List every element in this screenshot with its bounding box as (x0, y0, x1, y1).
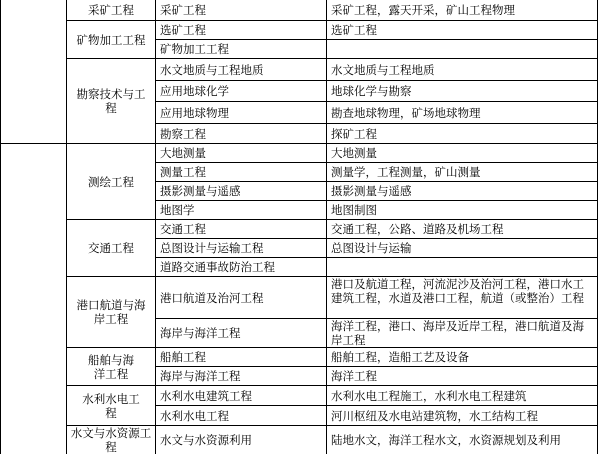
sub-cell: 选矿工程 (160, 23, 206, 37)
desc-cell: 选矿工程 (331, 23, 377, 37)
desc-cell: 交通工程，公路、道路及机场工程 (331, 222, 504, 236)
major-cell: 交通工程 (88, 241, 134, 255)
desc-cell: 地图制图 (331, 203, 377, 217)
desc-cell: 采矿工程，露天开采，矿山工程物理 (331, 3, 515, 17)
sub-cell: 测量工程 (160, 165, 206, 179)
desc-cell: 探矿工程 (331, 126, 377, 141)
sub-cell: 大地测量 (160, 146, 206, 160)
desc-cell: 水文地质与工程地质 (331, 62, 435, 77)
sub-cell: 矿物加工工程 (160, 42, 229, 56)
sub-cell: 应用地球化学 (160, 84, 229, 98)
desc-cell: 测量学，工程测量，矿山测量 (331, 165, 481, 179)
sub-cell: 摄影测量与遥感 (160, 184, 241, 198)
sub-cell: 应用地球物理 (160, 105, 229, 120)
major-cell: 港口航道与海岸工程 (76, 298, 146, 326)
desc-cell: 海洋工程 (331, 369, 377, 383)
sub-cell: 地图学 (160, 203, 195, 217)
sub-cell: 道路交通事故防治工程 (160, 260, 275, 274)
sub-cell: 水利水电工程 (160, 408, 229, 423)
desc-cell: 船舶工程，造船工艺及设备 (331, 350, 469, 364)
major-cell: 勘察技术与工程 (76, 87, 146, 115)
sub-cell: 港口航道及治河工程 (160, 290, 264, 305)
major-cell: 水利水电工程 (82, 391, 140, 420)
major-cell: 船舶与海洋工程 (88, 352, 134, 381)
desc-cell: 水利水电工程施工，水利水电工程建筑 (331, 388, 527, 403)
desc-cell: 总图设计与运输 (331, 241, 412, 255)
sub-cell: 海岸与海洋工程 (160, 369, 241, 383)
desc-cell: 陆地水文，海洋工程水文，水资源规划及利用 (331, 433, 561, 447)
table-line (0, 0, 1, 454)
desc-cell: 河川枢纽及水电站建筑物，水工结构工程 (331, 408, 538, 423)
sub-cell: 总图设计与运输工程 (160, 241, 264, 255)
desc-cell: 海洋工程，港口、海岸及近岸工程，港口航道及海岸工程 (331, 319, 584, 347)
desc-cell: 港口及航道工程，河流泥沙及治河工程，港口水工建筑工程，水道及港口工程，航道（或整治）工程 (331, 277, 584, 305)
major-cell: 测绘工程 (88, 174, 134, 189)
desc-cell: 大地测量 (331, 146, 377, 160)
desc-cell: 勘查地球物理，矿场地球物理 (331, 105, 481, 120)
sub-cell: 水文地质与工程地质 (160, 62, 264, 77)
sub-cell: 海岸与海洋工程 (160, 326, 241, 340)
sub-cell: 船舶工程 (160, 350, 206, 364)
major-cell: 水文与水资源工程 (70, 426, 152, 454)
sub-cell: 水文与水资源利用 (160, 433, 252, 447)
desc-cell: 地球化学与勘察 (331, 84, 412, 98)
sub-cell: 勘察工程 (160, 126, 206, 141)
sub-cell: 采矿工程 (160, 3, 206, 17)
sub-cell: 交通工程 (160, 222, 206, 236)
major-cell: 采矿工程 (88, 3, 134, 17)
desc-cell: 摄影测量与遥感 (331, 184, 412, 198)
sub-cell: 水利水电建筑工程 (160, 388, 252, 403)
major-cell: 矿物加工工程 (76, 32, 146, 47)
